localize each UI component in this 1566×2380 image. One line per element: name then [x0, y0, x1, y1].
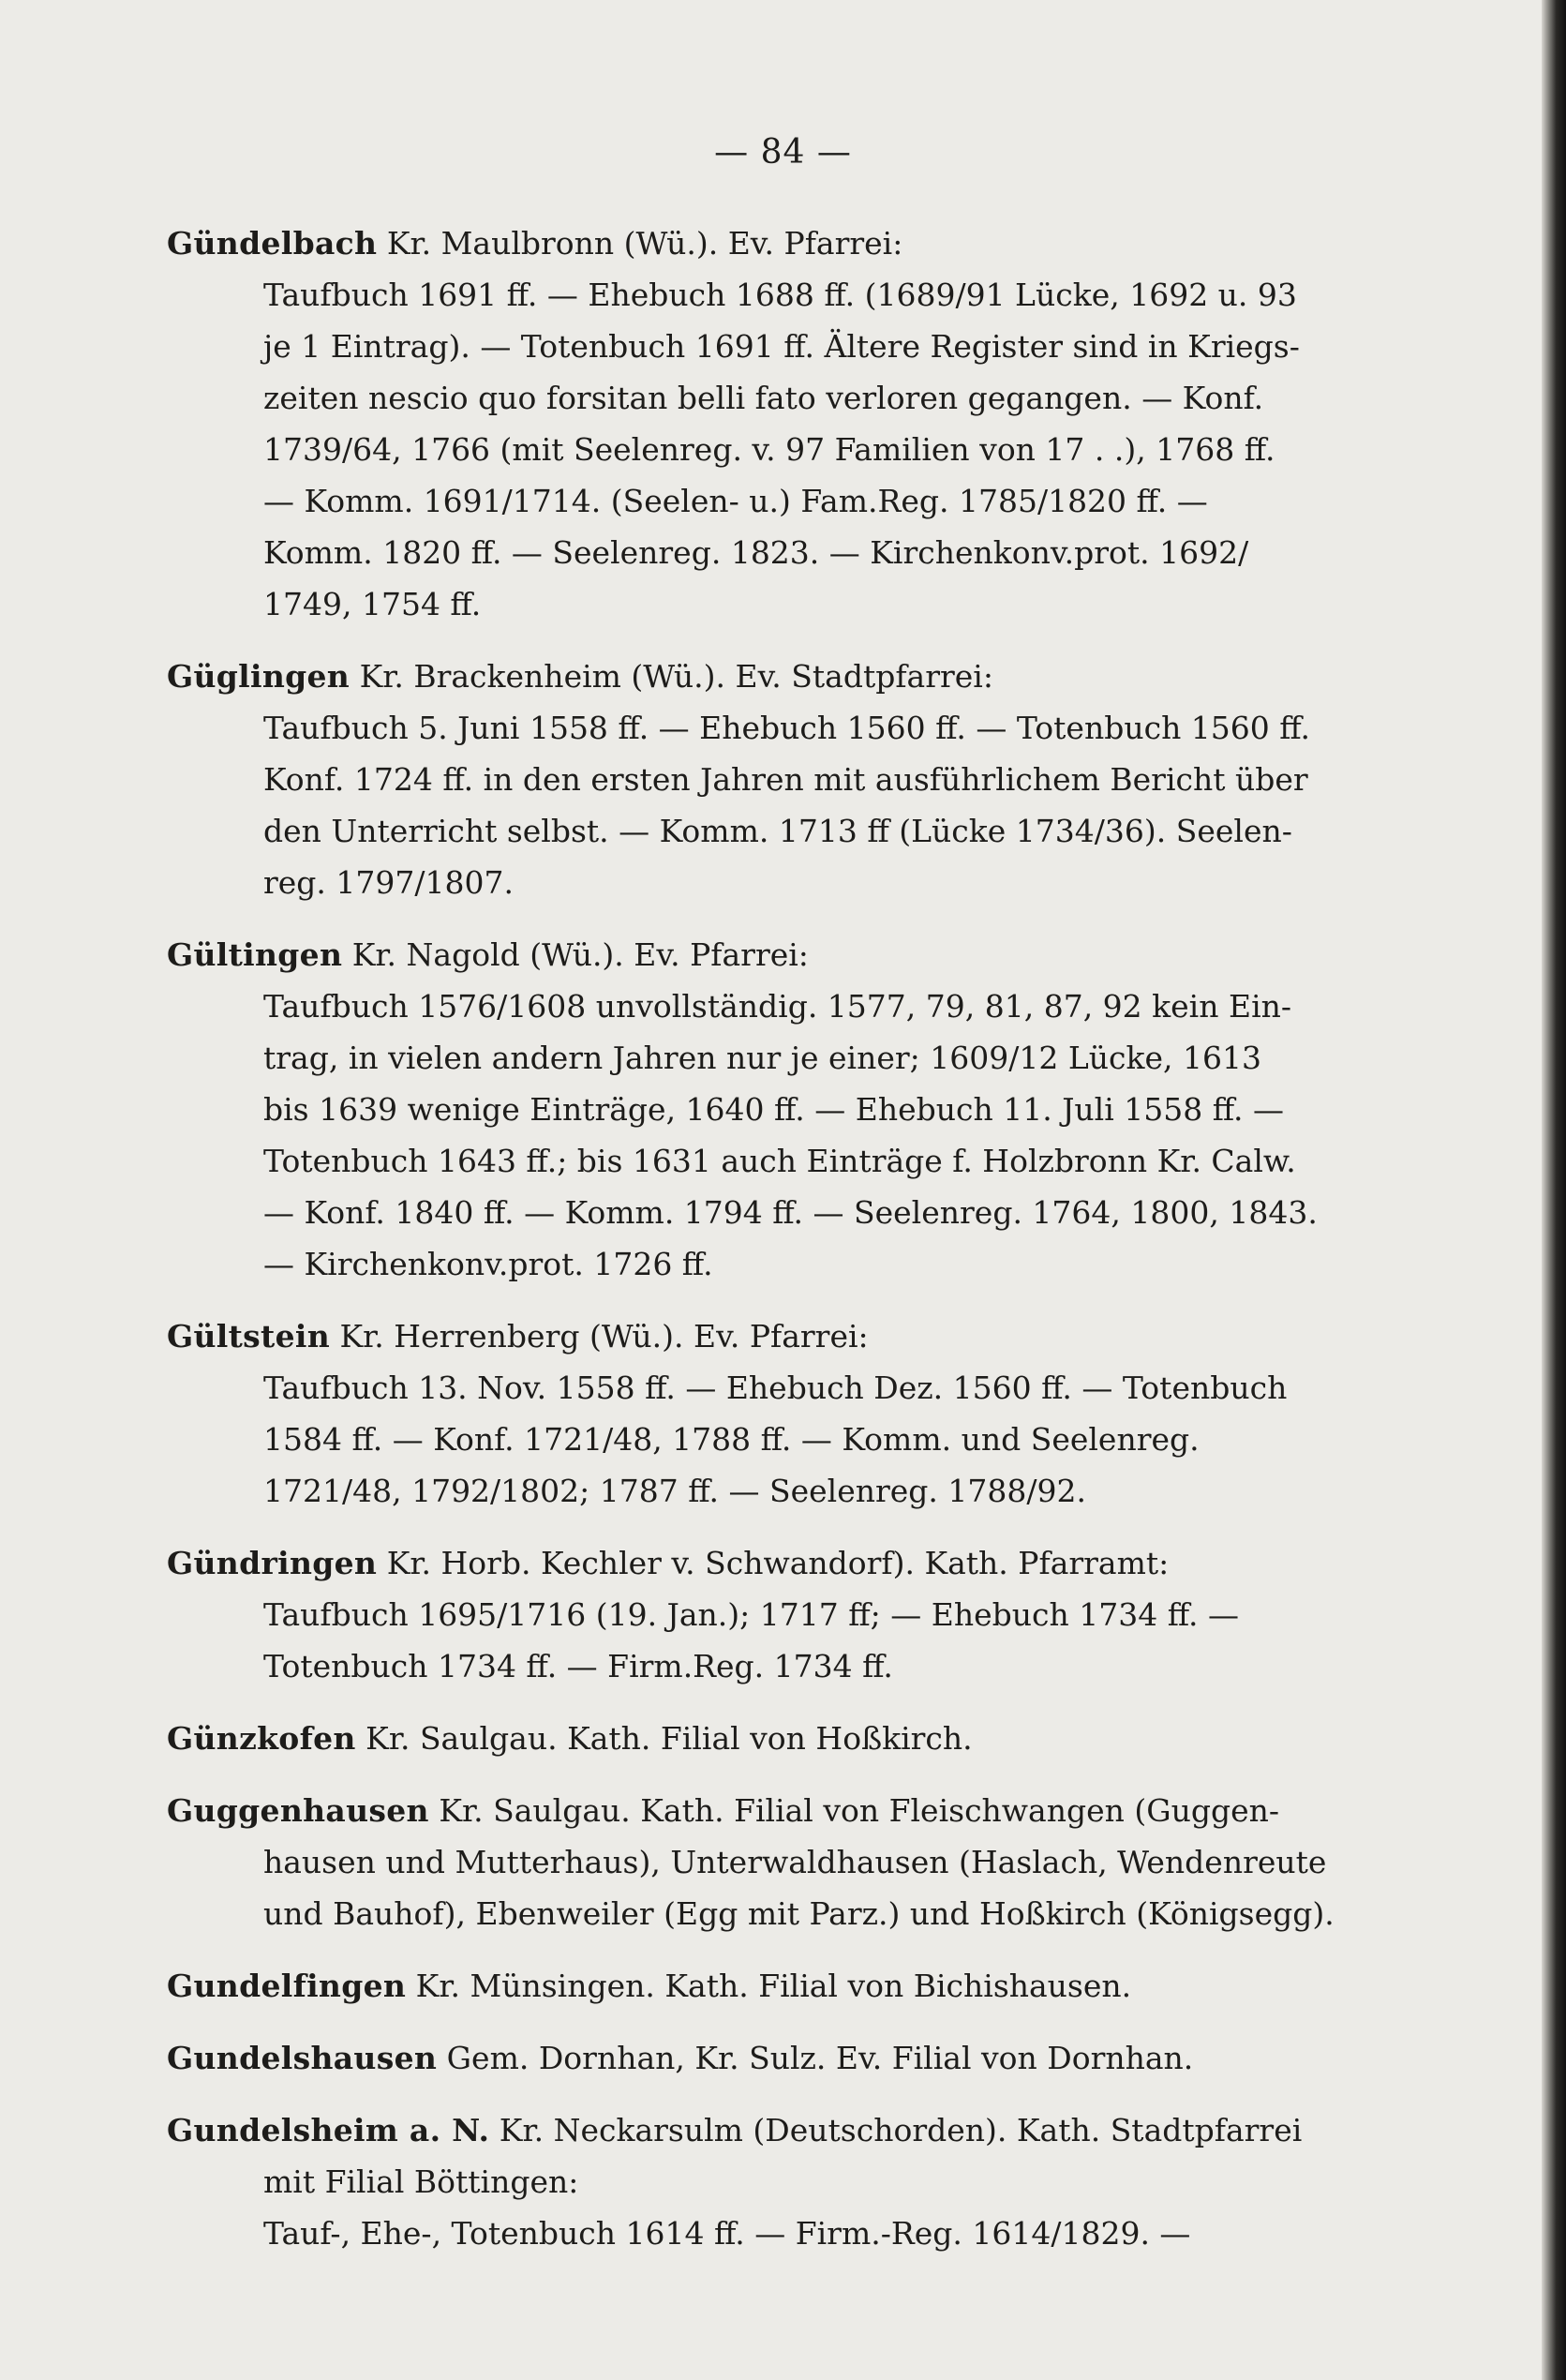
entry-line: 1739/64, 1766 (mit Seelenreg. v. 97 Familien von 17 . .), 1768 ff.: [263, 431, 1275, 468]
entry-first-line: [167, 1785, 1385, 1836]
entry-line: Taufbuch 13. Nov. 1558 ff. — Ehebuch Dez. 1560 ff. — Totenbuch: [263, 1370, 1288, 1406]
entry-line: Taufbuch 1576/1608 unvollständig. 1577, 79, 81, 87, 92 kein Ein-: [263, 988, 1292, 1025]
entry-first-line-text: Kr. Brackenheim (Wü.). Ev. Stadtpfarrei:: [350, 658, 993, 695]
entry-headword: Gundelshausen: [167, 2040, 438, 2076]
entry-headword: Gündringen: [167, 1545, 378, 1581]
entry-list: [167, 217, 1385, 2280]
entry-first-line: [167, 1310, 1385, 1362]
entry-first-line-text: Kr. Saulgau. Kath. Filial von Fleischwangen (Guggen-: [428, 1792, 1280, 1829]
entry-line: zeiten nescio quo forsitan belli fato verloren gegangen. — Konf.: [263, 380, 1264, 416]
entry-first-line-text: Kr. Nagold (Wü.). Ev. Pfarrei:: [342, 936, 809, 973]
entry-line: Taufbuch 5. Juni 1558 ff. — Ehebuch 1560 ff. — Totenbuch 1560 ff.: [263, 710, 1311, 746]
entry-first-line-text: Kr. Münsingen. Kath. Filial von Bichishausen.: [406, 1968, 1132, 2004]
entry-first-line-text: Kr. Maulbronn (Wü.). Ev. Pfarrei:: [377, 225, 903, 262]
page-edge-shadow: [1542, 0, 1566, 2380]
register-entry: [167, 2104, 1385, 2259]
entry-line: Totenbuch 1734 ff. — Firm.Reg. 1734 ff.: [263, 1648, 893, 1684]
entry-headword: Gündelbach: [167, 225, 378, 262]
entry-first-line-text: Kr. Horb. Kechler v. Schwandorf). Kath. Pfarramt:: [377, 1545, 1170, 1581]
entry-line: mit Filial Böttingen:: [263, 2163, 579, 2200]
entry-line: — Kirchenkonv.prot. 1726 ff.: [263, 1246, 713, 1282]
entry-line: 1584 ff. — Konf. 1721/48, 1788 ff. — Komm. und Seelenreg.: [263, 1421, 1200, 1458]
entry-line: trag, in vielen andern Jahren nur je einer; 1609/12 Lücke, 1613: [263, 1040, 1261, 1076]
entry-headword: Güglingen: [167, 658, 350, 695]
register-entry: [167, 1713, 1385, 1764]
entry-headword: Guggenhausen: [167, 1792, 429, 1829]
entry-line: Konf. 1724 ff. in den ersten Jahren mit ausführlichem Bericht über: [263, 761, 1308, 798]
entry-line: Tauf-, Ehe-, Totenbuch 1614 ff. — Firm.-Reg. 1614/1829. —: [263, 2215, 1191, 2252]
register-entry: [167, 651, 1385, 908]
register-entry: [167, 1960, 1385, 2012]
register-entry: [167, 217, 1385, 630]
register-entry: [167, 1537, 1385, 1692]
entry-line: und Bauhof), Ebenweiler (Egg mit Parz.) und Hoßkirch (Königsegg).: [263, 1895, 1335, 1932]
entry-line: je 1 Eintrag). — Totenbuch 1691 ff. Ältere Register sind in Kriegs-: [263, 328, 1300, 365]
entry-line: 1749, 1754 ff.: [263, 586, 482, 622]
entry-line: 1721/48, 1792/1802; 1787 ff. — Seelenreg. 1788/92.: [263, 1473, 1086, 1509]
register-entry: [167, 2032, 1385, 2084]
register-entry: [167, 1785, 1385, 1939]
entry-headword: Gundelsheim a. N.: [167, 2112, 490, 2148]
entry-first-line: [167, 651, 1385, 702]
register-entry: [167, 1310, 1385, 1517]
entry-headword: Gültingen: [167, 936, 343, 973]
entry-first-line-text: Kr. Neckarsulm (Deutschorden). Kath. Stadtpfarrei: [489, 2112, 1303, 2148]
entry-line: reg. 1797/1807.: [263, 864, 514, 901]
entry-first-line-text: Kr. Saulgau. Kath. Filial von Hoßkirch.: [355, 1720, 973, 1757]
entry-first-line: [167, 217, 1385, 269]
entry-line: — Komm. 1691/1714. (Seelen- u.) Fam.Reg. 1785/1820 ff. —: [263, 483, 1208, 519]
page-number: — 84 —: [714, 133, 852, 172]
entry-first-line: [167, 929, 1385, 980]
register-entry: [167, 929, 1385, 1290]
entry-line: hausen und Mutterhaus), Unterwaldhausen (Haslach, Wendenreute: [263, 1844, 1327, 1880]
entry-first-line: [167, 2104, 1385, 2156]
entry-line: Taufbuch 1691 ff. — Ehebuch 1688 ff. (1689/91 Lücke, 1692 u. 93: [263, 277, 1297, 313]
entry-first-line: [167, 1960, 1385, 2012]
entry-line: — Konf. 1840 ff. — Komm. 1794 ff. — Seelenreg. 1764, 1800, 1843.: [263, 1194, 1318, 1231]
entry-headword: Gundelfingen: [167, 1968, 407, 2004]
entry-first-line-text: Kr. Herrenberg (Wü.). Ev. Pfarrei:: [330, 1318, 869, 1355]
entry-first-line: [167, 1713, 1385, 1764]
entry-first-line: [167, 1537, 1385, 1589]
entry-first-line: [167, 2032, 1385, 2084]
entry-line: Totenbuch 1643 ff.; bis 1631 auch Einträge f. Holzbronn Kr. Calw.: [263, 1143, 1296, 1179]
entry-line: Komm. 1820 ff. — Seelenreg. 1823. — Kirchenkonv.prot. 1692/: [263, 534, 1249, 571]
entry-first-line-text: Gem. Dornhan, Kr. Sulz. Ev. Filial von Dornhan.: [437, 2040, 1194, 2076]
entry-headword: Günzkofen: [167, 1720, 356, 1757]
entry-line: Taufbuch 1695/1716 (19. Jan.); 1717 ff; — Ehebuch 1734 ff. —: [263, 1596, 1239, 1633]
entry-line: bis 1639 wenige Einträge, 1640 ff. — Ehebuch 11. Juli 1558 ff. —: [263, 1091, 1284, 1128]
entry-headword: Gültstein: [167, 1318, 331, 1355]
entry-line: den Unterricht selbst. — Komm. 1713 ff (Lücke 1734/36). Seelen-: [263, 813, 1292, 849]
